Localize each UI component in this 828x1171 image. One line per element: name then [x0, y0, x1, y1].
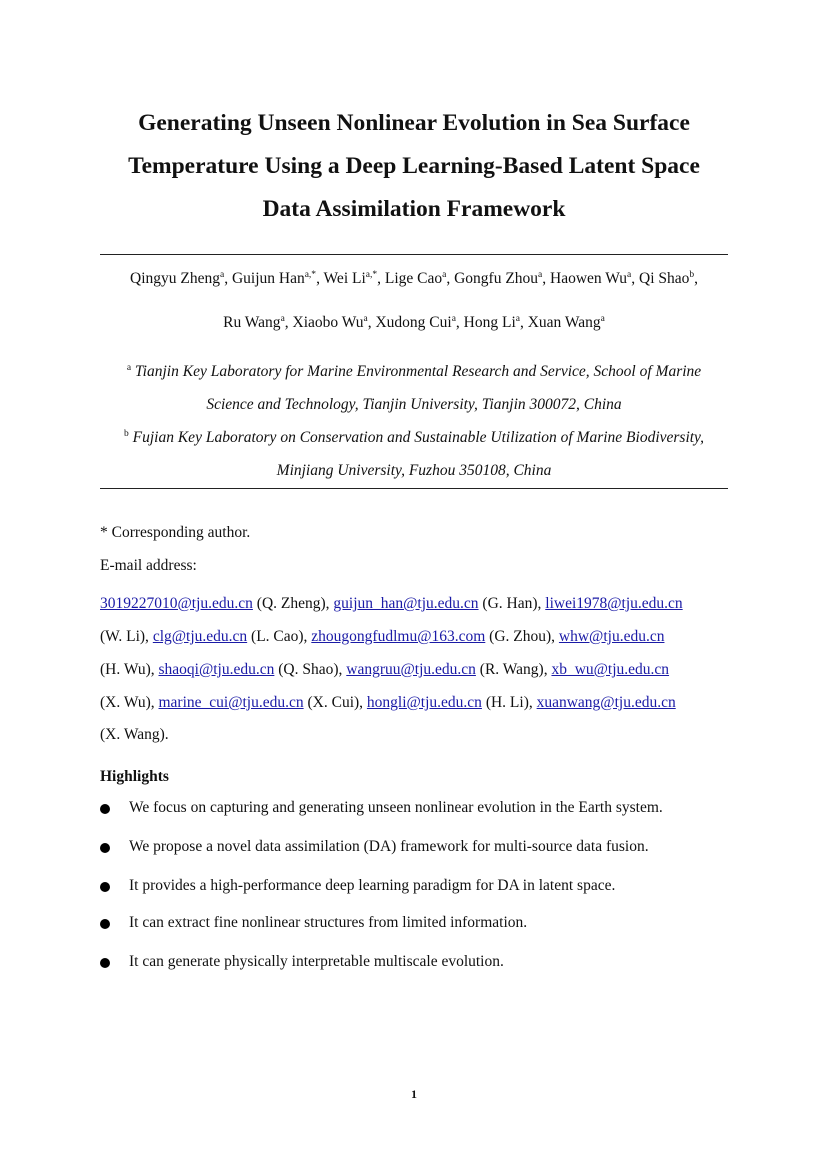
author-separator: ,: [455, 314, 464, 331]
email-owner: (L. Cao),: [247, 628, 312, 645]
author-name: Xuan Wang: [527, 314, 601, 331]
affiliation-a-line-1: [0, 363, 828, 381]
email-line: [100, 661, 669, 679]
corresponding-note: * Corresponding author.: [100, 524, 251, 541]
highlight-text: It provides a high-performance deep learning paradigm for DA in latent space.: [129, 877, 616, 894]
author-name: Gongfu Zhou: [454, 270, 539, 287]
paper-title: [0, 102, 828, 231]
highlight-text: It can generate physically interpretable multiscale evolution.: [129, 953, 504, 970]
email-owner: (R. Wang),: [475, 661, 552, 678]
top-divider: [100, 254, 728, 255]
email-line: [100, 694, 676, 712]
page-number: 1: [411, 1087, 417, 1101]
author-affiliation-marker: a: [442, 269, 447, 280]
author-name: Hong Li: [463, 314, 516, 331]
author-name: Ru Wang: [223, 314, 281, 331]
email-owner: (H. Li),: [481, 694, 537, 711]
bullet-icon: [100, 958, 110, 968]
email-label: E-mail address:: [100, 557, 197, 574]
email-line: [100, 628, 664, 646]
bullet-icon: [100, 804, 110, 814]
email-link[interactable]: whw@tju.edu.cn: [558, 628, 665, 645]
affiliation-b-marker: b: [124, 428, 129, 439]
affiliation-a-text: Tianjin Key Laboratory for Marine Environmental Research and Service, School of Marine: [134, 363, 702, 380]
author-line-2: [0, 314, 828, 332]
author-affiliation-marker: a: [219, 269, 225, 280]
affiliation-b-line-1: [0, 429, 828, 447]
email-owner: (X. Wang).: [100, 726, 169, 743]
author-affiliation-marker: a: [538, 269, 543, 280]
author-affiliation-marker: a: [363, 313, 368, 324]
email-link[interactable]: liwei1978@tju.edu.cn: [545, 595, 683, 612]
author-name: Haowen Wu: [550, 270, 628, 287]
author-separator: ,: [377, 270, 385, 287]
title-line-2: Temperature Using a Deep Learning-Based Latent Space: [128, 153, 700, 179]
email-owner: (G. Han),: [478, 595, 546, 612]
author-affiliation-marker: a: [451, 313, 456, 324]
email-owner: (W. Li),: [100, 628, 153, 645]
email-link[interactable]: xuanwang@tju.edu.cn: [536, 694, 676, 711]
author-name: Lige Cao: [384, 270, 443, 287]
email-link[interactable]: 3019227010@tju.edu.cn: [100, 595, 253, 612]
author-affiliation-marker: a,*: [304, 269, 317, 280]
bottom-divider: [100, 488, 728, 489]
author-separator: ,: [519, 314, 528, 331]
email-owner: (Q. Zheng),: [252, 595, 334, 612]
author-affiliation-marker: a: [627, 269, 632, 280]
email-owner: (G. Zhou),: [485, 628, 559, 645]
highlights-heading: Highlights: [100, 768, 169, 785]
author-separator: ,: [284, 314, 293, 331]
bullet-icon: [100, 843, 110, 853]
author-line-1: [0, 270, 828, 288]
email-link[interactable]: marine_cui@tju.edu.cn: [158, 694, 304, 711]
title-line-1: Generating Unseen Nonlinear Evolution in Sea Surface: [138, 110, 690, 136]
highlight-text: We propose a novel data assimilation (DA) framework for multi-source data fusion.: [129, 838, 649, 855]
author-affiliation-marker: a: [515, 313, 520, 324]
author-affiliation-marker: b: [689, 269, 695, 280]
affiliation-a-line-2: Science and Technology, Tianjin University, Tianjin 300072, China: [206, 396, 622, 413]
author-name: Qingyu Zheng: [130, 270, 220, 287]
highlight-text: We focus on capturing and generating unseen nonlinear evolution in the Earth system.: [129, 799, 663, 816]
highlight-text: It can extract fine nonlinear structures from limited information.: [129, 914, 528, 931]
author-separator: ,: [316, 270, 324, 287]
email-link[interactable]: hongli@tju.edu.cn: [366, 694, 482, 711]
bullet-icon: [100, 919, 110, 929]
email-line: [100, 595, 683, 613]
author-name: Xiaobo Wu: [292, 314, 364, 331]
author-separator: ,: [446, 270, 455, 287]
email-owner: (X. Cui),: [303, 694, 367, 711]
email-link[interactable]: guijun_han@tju.edu.cn: [333, 595, 479, 612]
affiliation-b-text: Fujian Key Laboratory on Conservation and Sustainable Utilization of Marine Biodiversity,: [132, 429, 704, 446]
author-name: Xudong Cui: [375, 314, 452, 331]
email-owner: (Q. Shao),: [274, 661, 347, 678]
email-owner: (H. Wu),: [100, 661, 159, 678]
email-link[interactable]: clg@tju.edu.cn: [152, 628, 248, 645]
email-line: [100, 726, 169, 744]
author-name: Qi Shao: [639, 270, 690, 287]
author-separator: ,: [542, 270, 551, 287]
author-separator: ,: [694, 270, 698, 287]
email-link[interactable]: xb_wu@tju.edu.cn: [551, 661, 670, 678]
author-affiliation-marker: a: [600, 313, 605, 324]
author-separator: ,: [224, 270, 232, 287]
email-owner: (X. Wu),: [100, 694, 159, 711]
author-separator: ,: [367, 314, 376, 331]
author-affiliation-marker: a: [280, 313, 285, 324]
author-name: Guijun Han: [231, 270, 305, 287]
bullet-icon: [100, 882, 110, 892]
author-separator: ,: [631, 270, 639, 287]
email-link[interactable]: shaoqi@tju.edu.cn: [158, 661, 275, 678]
email-link[interactable]: wangruu@tju.edu.cn: [346, 661, 476, 678]
email-link[interactable]: zhougongfudlmu@163.com: [311, 628, 486, 645]
author-name: Wei Li: [323, 270, 366, 287]
author-affiliation-marker: a,*: [365, 269, 378, 280]
affiliation-a-marker: a: [126, 362, 132, 373]
affiliation-b-line-2: Minjiang University, Fuzhou 350108, China: [276, 462, 552, 479]
title-line-3: Data Assimilation Framework: [262, 196, 566, 222]
